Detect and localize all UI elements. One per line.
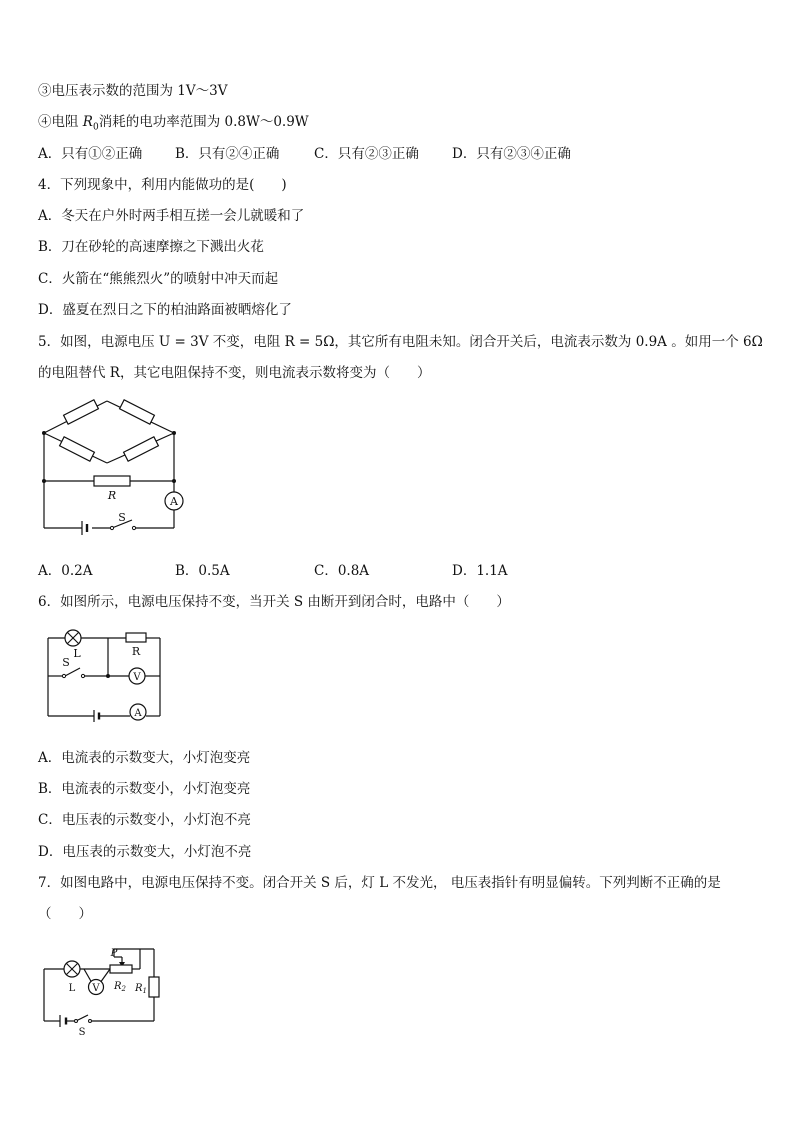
voltmeter-label: V	[133, 672, 141, 683]
resistor-r-label: R	[107, 489, 117, 502]
q5-option-c: C．0.8A	[314, 563, 370, 579]
q4-option-b: B．刀在砂轮的高速摩擦之下溅出火花	[38, 239, 264, 255]
q5-option-b: B．0.5A	[175, 563, 230, 579]
q5-option-d: D．1.1A	[452, 563, 508, 579]
q6-option-c: C．电压表的示数变小，小灯泡不亮	[38, 812, 251, 828]
lamp-label: L	[68, 983, 76, 994]
resistor-r	[126, 633, 146, 642]
ammeter-label: A	[134, 708, 142, 719]
slider-p-label: P	[110, 948, 118, 959]
bridge-resistor-top-right	[120, 400, 155, 424]
q3-option-a: A．只有①②正确	[38, 146, 143, 162]
bridge-resistor-top-left	[64, 400, 99, 424]
lamp-label: L	[73, 647, 81, 660]
r2-label	[113, 981, 127, 993]
q3-statement-3: ③电压表示数的范围为 1V～3V	[38, 83, 228, 99]
bridge-resistor-bottom-left	[60, 437, 95, 461]
q6-option-d: D．电压表的示数变大，小灯泡不亮	[38, 844, 252, 860]
q6-option-b: B．电流表的示数变小，小灯泡变亮	[38, 781, 251, 797]
q7-circuit-diagram	[40, 945, 164, 1038]
q3-statement-4-suffix: 消耗的电功率范围为 0.8W～0.9W	[98, 114, 309, 130]
q3-statement-4	[38, 113, 309, 137]
q7-stem-line2: （ ）	[38, 906, 92, 922]
q3-resistor-symbol: R	[82, 114, 93, 130]
resistor-r1	[149, 977, 159, 997]
r2-symbol: R	[114, 981, 122, 992]
r1-subscript: 1	[142, 987, 147, 995]
q5-stem-line1: 5．如图，电源电压 U = 3V 不变，电阻 R = 5Ω，其它所有电阻未知。闭合开关后，电流表示数为 0.9A 。如用一个 6Ω	[38, 334, 763, 350]
q7-stem-line1: 7．如图电路中，电源电压保持不变。闭合开关 S 后，灯 L 不发光， 电压表指针有明显偏转。下列判断不正确的是	[38, 875, 721, 891]
rheostat-r2	[110, 965, 132, 973]
r2-subscript: 2	[121, 985, 126, 993]
q4-option-c: C．火箭在“熊熊烈火”的喷射中冲天而起	[38, 271, 279, 287]
q5-circuit-diagram	[40, 393, 190, 533]
bridge-resistor-bottom-right	[124, 437, 159, 461]
resistor-label: R	[131, 645, 141, 658]
voltmeter-label: V	[92, 983, 100, 994]
r1-label	[134, 983, 147, 995]
q4-option-d: D．盛夏在烈日之下的柏油路面被晒熔化了	[38, 302, 292, 318]
q3-resistor-subscript: 0	[92, 122, 99, 133]
switch-s-label: S	[78, 1027, 86, 1038]
q5-stem-line2: 的电阻替代 R，其它电阻保持不变，则电流表示数将变为（ ）	[38, 365, 431, 381]
q6-stem: 6．如图所示，电源电压保持不变，当开关 S 由断开到闭合时，电路中（ ）	[38, 594, 510, 610]
q4-option-a: A．冬天在户外时两手相互搓一会儿就暖和了	[38, 208, 305, 224]
q5-option-a: A．0.2A	[38, 563, 93, 579]
switch-label: S	[62, 656, 70, 669]
q3-option-b: B．只有②④正确	[175, 146, 280, 162]
ammeter-label: A	[170, 495, 178, 508]
q4-stem: 4．下列现象中，利用内能做功的是( )	[38, 177, 287, 193]
q3-statement-4-prefix: ④电阻	[38, 114, 83, 130]
q3-option-d: D．只有②③④正确	[452, 146, 571, 162]
q6-circuit-diagram	[44, 628, 168, 720]
q6-option-a: A．电流表的示数变大，小灯泡变亮	[38, 750, 251, 766]
resistor-r	[94, 476, 130, 486]
r1-symbol: R	[135, 983, 143, 994]
q3-option-c: C．只有②③正确	[314, 146, 419, 162]
switch-s-label: S	[118, 511, 126, 524]
